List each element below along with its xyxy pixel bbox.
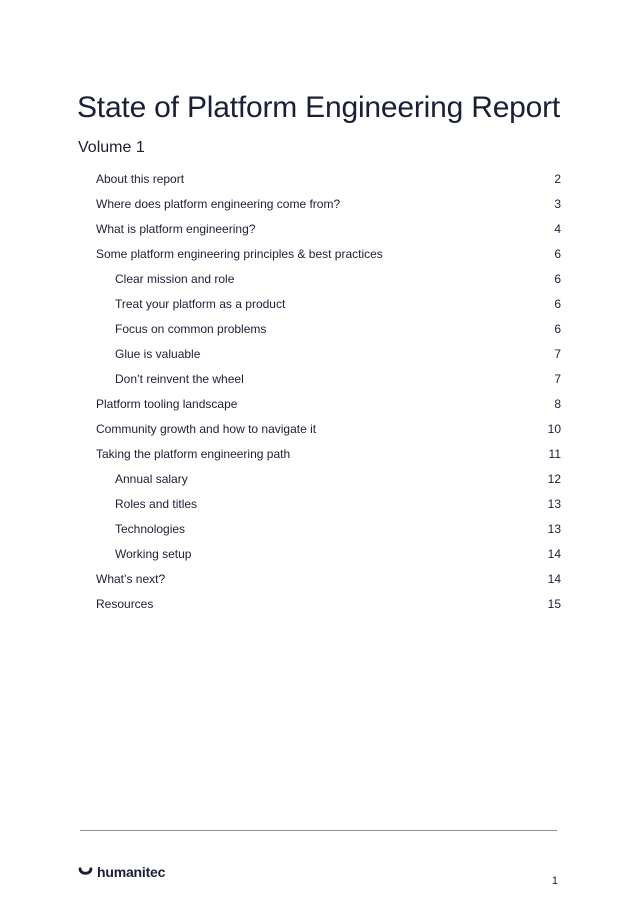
document-subtitle: Volume 1 <box>78 139 145 156</box>
toc-item-whats-next[interactable] <box>96 566 561 591</box>
brand-name: humanitec <box>97 863 166 880</box>
toc-page-number: 15 <box>547 596 561 611</box>
toc-item-roles-and-titles[interactable] <box>96 491 561 516</box>
toc-label: Roles and titles <box>115 496 198 511</box>
toc-page-number: 3 <box>554 196 561 211</box>
toc-item-clear-mission-and-role[interactable] <box>96 266 561 291</box>
humanitec-smile-icon <box>78 864 93 879</box>
toc-label: Some platform engineering principles & best practices <box>96 246 383 261</box>
toc-label: Don’t reinvent the wheel <box>115 371 244 386</box>
toc-item-dont-reinvent-wheel[interactable] <box>96 366 561 391</box>
toc-page-number: 12 <box>547 471 561 486</box>
toc-item-resources[interactable] <box>96 591 561 616</box>
toc-page-number: 8 <box>554 396 561 411</box>
toc-item-annual-salary[interactable] <box>96 466 561 491</box>
toc-label: Focus on common problems <box>115 321 267 336</box>
toc-page-number: 11 <box>548 446 561 461</box>
toc-page-number: 13 <box>547 521 561 536</box>
toc-item-platform-as-product[interactable] <box>96 291 561 316</box>
toc-label: Annual salary <box>115 471 188 486</box>
page-number: 1 <box>551 875 558 887</box>
toc-item-platform-engineering-origin[interactable] <box>96 191 561 216</box>
toc-item-platform-tooling-landscape[interactable] <box>96 391 561 416</box>
toc-item-working-setup[interactable] <box>96 541 561 566</box>
toc-page-number: 6 <box>554 321 561 336</box>
humanitec-logo <box>78 864 165 879</box>
toc-item-about-this-report[interactable] <box>96 166 561 191</box>
toc-label: Working setup <box>115 546 192 561</box>
toc-page-number: 7 <box>554 346 561 361</box>
toc-page-number: 6 <box>554 246 561 261</box>
toc-page-number: 7 <box>554 371 561 386</box>
toc-item-principles-best-practices[interactable] <box>96 241 561 266</box>
toc-label: About this report <box>96 171 185 186</box>
toc-label: Glue is valuable <box>115 346 201 361</box>
toc-label: Treat your platform as a product <box>115 296 286 311</box>
toc-label: Community growth and how to navigate it <box>96 421 317 436</box>
toc-label: Technologies <box>115 521 186 536</box>
toc-label: Where does platform engineering come from? <box>96 196 341 211</box>
toc-label: Platform tooling landscape <box>96 396 238 411</box>
toc-page-number: 6 <box>554 296 561 311</box>
toc-label: Resources <box>96 596 154 611</box>
toc-item-glue-is-valuable[interactable] <box>96 341 561 366</box>
document-title: State of Platform Engineering Report <box>77 91 561 124</box>
footer-divider <box>80 830 557 831</box>
toc-label: Taking the platform engineering path <box>96 446 291 461</box>
toc-item-platform-engineering-path[interactable] <box>96 441 561 466</box>
toc-page-number: 10 <box>547 421 561 436</box>
toc-page-number: 4 <box>554 221 561 236</box>
toc-item-focus-common-problems[interactable] <box>96 316 561 341</box>
toc-page-number: 2 <box>554 171 561 186</box>
toc-item-what-is-platform-engineering[interactable] <box>96 216 561 241</box>
toc-label: What is platform engineering? <box>96 221 256 236</box>
toc-label: Clear mission and role <box>115 271 235 286</box>
toc-page-number: 14 <box>547 546 561 561</box>
toc-page-number: 13 <box>547 496 561 511</box>
toc-page-number: 6 <box>554 271 561 286</box>
toc-label: What’s next? <box>96 571 166 586</box>
table-of-contents <box>96 166 561 616</box>
toc-item-technologies[interactable] <box>96 516 561 541</box>
toc-page-number: 14 <box>547 571 561 586</box>
toc-item-community-growth[interactable] <box>96 416 561 441</box>
